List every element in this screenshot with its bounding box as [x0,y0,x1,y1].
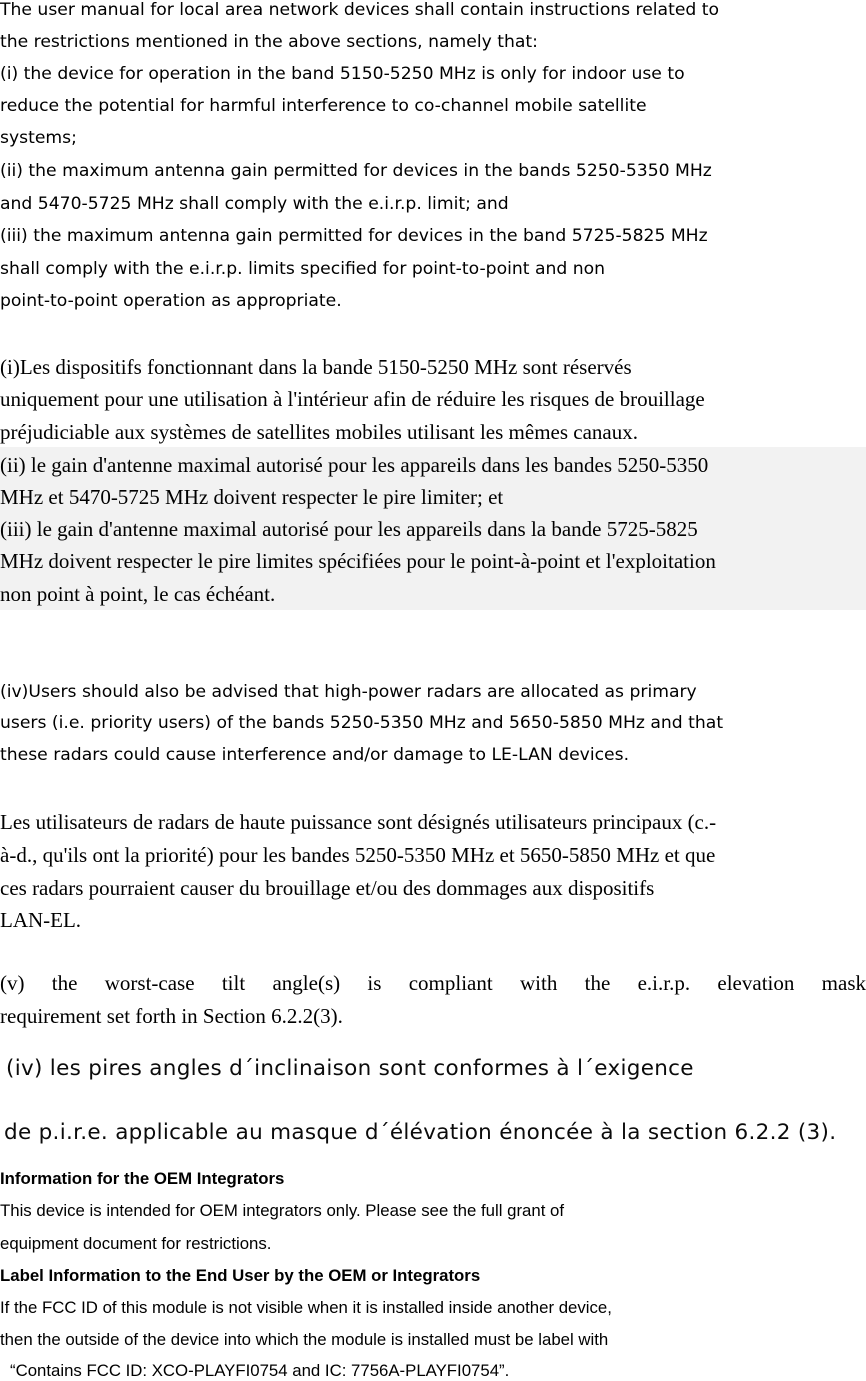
word: e.i.r.p. [637,971,691,995]
text-line: then the outside of the device into which the module is installed must be label with [0,1330,609,1349]
text-line: à-d., qu'ils ont la priorité) pour les bandes 5250-5350 MHz et 5650-5850 MHz et que [0,843,716,867]
word: worst-case [104,971,195,995]
text-line: the restrictions mentioned in the above sections, namely that: [0,32,538,52]
text-line: (iii) le gain d'antenne maximal autorisé pour les appareils dans la bande 5725-5825 [0,517,698,541]
text-line: point-to-point operation as appropriate. [0,291,342,311]
word: angle(s) [272,971,341,995]
word: elevation [717,971,795,995]
text-line: préjudiciable aux systèmes de satellites mobiles utilisant les mêmes canaux. [0,420,638,444]
text-line: (iv) les pires angles d´inclinaison sont conformes à l´exigence [6,1056,694,1081]
text-line: (ii) le gain d'antenne maximal autorisé pour les appareils dans les bandes 5250-5350 [0,453,709,477]
text-line: If the FCC ID of this module is not visible when it is installed inside another device, [0,1298,612,1317]
word: tilt [221,971,246,995]
text-line: these radars could cause interference and/or damage to LE-LAN devices. [0,745,630,765]
word: the [51,971,78,995]
text-line: shall comply with the e.i.r.p. limits specified for point-to-point and non [0,259,606,279]
text-line: equipment document for restrictions. [0,1234,272,1253]
text-line: (iii) the maximum antenna gain permitted for devices in the band 5725-5825 MHz [0,226,708,246]
text-line: users (i.e. priority users) of the bands 5250-5350 MHz and 5650-5850 MHz and that [0,713,724,733]
text-line: The user manual for local area network devices shall contain instructions related to [0,0,720,20]
word: with [520,971,558,995]
text-line: Les utilisateurs de radars de haute puissance sont désignés utilisateurs principaux (c.- [0,810,717,834]
text-line: This device is intended for OEM integrators only. Please see the full grant of [0,1201,565,1220]
text-line: MHz doivent respecter le pire limites spécifiées pour le point-à-point et l'exploitation [0,549,716,573]
text-line: (iv)Users should also be advised that high-power radars are allocated as primary [0,682,697,702]
word: the [584,971,611,995]
justified-line [0,973,866,994]
word: mask [821,971,866,995]
text-line: non point à point, le cas échéant. [0,582,276,606]
text-line: MHz et 5470-5725 MHz doivent respecter le pire limiter; et [0,485,504,509]
text-line: (i) the device for operation in the band 5150-5250 MHz is only for indoor use to [0,64,685,84]
text-line: systems; [0,128,77,148]
oem-heading: Information for the OEM Integrators [0,1169,285,1188]
word: compliant [408,971,493,995]
text-line: requirement set forth in Section 6.2.2(3). [0,1004,343,1028]
label-info-heading: Label Information to the End User by the OEM or Integrators [0,1266,481,1285]
text-line: (ii) the maximum antenna gain permitted for devices in the bands 5250-5350 MHz [0,161,712,181]
word: (v) [0,971,25,995]
text-line: reduce the potential for harmful interference to co-channel mobile satellite [0,96,647,116]
text-line: and 5470-5725 MHz shall comply with the e.i.r.p. limit; and [0,194,509,214]
text-line: ces radars pourraient causer du brouillage et/ou des dommages aux dispositifs [0,876,655,900]
text-line: de p.i.r.e. applicable au masque d´élévation énoncée à la section 6.2.2 (3). [4,1120,837,1145]
text-line: (i)Les dispositifs fonctionnant dans la bande 5150-5250 MHz sont réservés [0,355,632,379]
fcc-id-statement: “Contains FCC ID: XCO-PLAYFI0754 and IC: 7756A-PLAYFI0754”. [10,1361,510,1380]
word: is [367,971,382,995]
text-line: uniquement pour une utilisation à l'intérieur afin de réduire les risques de brouillage [0,387,705,411]
text-line: LAN-EL. [0,908,82,932]
